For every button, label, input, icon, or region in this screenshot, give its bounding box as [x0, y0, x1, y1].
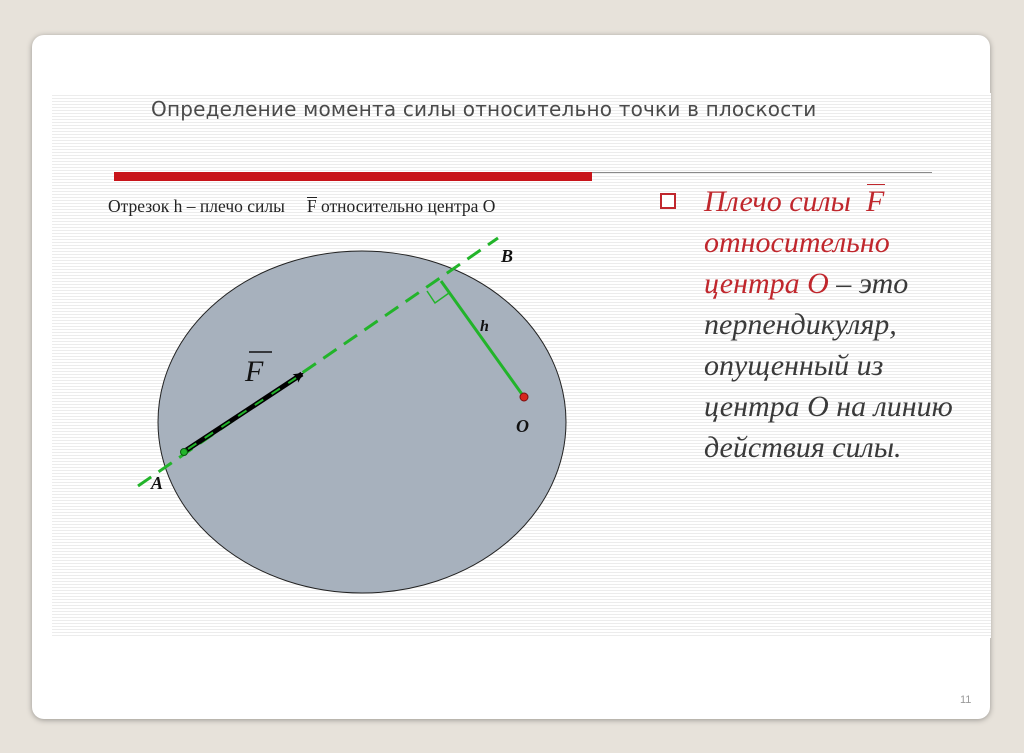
center-o-dot: [520, 393, 528, 401]
label-o: O: [516, 416, 529, 436]
label-force: F: [245, 355, 264, 388]
definition-red-text2: относительно центра O: [704, 226, 890, 300]
page-number: 11: [960, 694, 972, 706]
definition-dash: –: [828, 267, 859, 300]
definition-force-symbol: F: [866, 181, 884, 222]
caption-part1: Отрезок h – плечо силы: [108, 196, 285, 216]
definition-red-text: Плечо силы: [704, 185, 851, 218]
definition-body: это перпендикуляр, опущенный из центра O на линию действия силы.: [704, 267, 953, 464]
definition-text: [704, 181, 974, 468]
caption-part2: относительно центра O: [321, 196, 496, 216]
label-b: B: [501, 246, 514, 266]
definition-bullet-icon: [660, 193, 676, 209]
label-a: A: [151, 473, 164, 493]
point-a-dot: [181, 449, 188, 456]
caption-force-symbol: F: [306, 196, 317, 216]
slide-title: Определение момента силы относительно точки в плоскости: [151, 97, 817, 121]
label-h: h: [480, 318, 489, 335]
rigid-body-disk: [158, 251, 566, 593]
